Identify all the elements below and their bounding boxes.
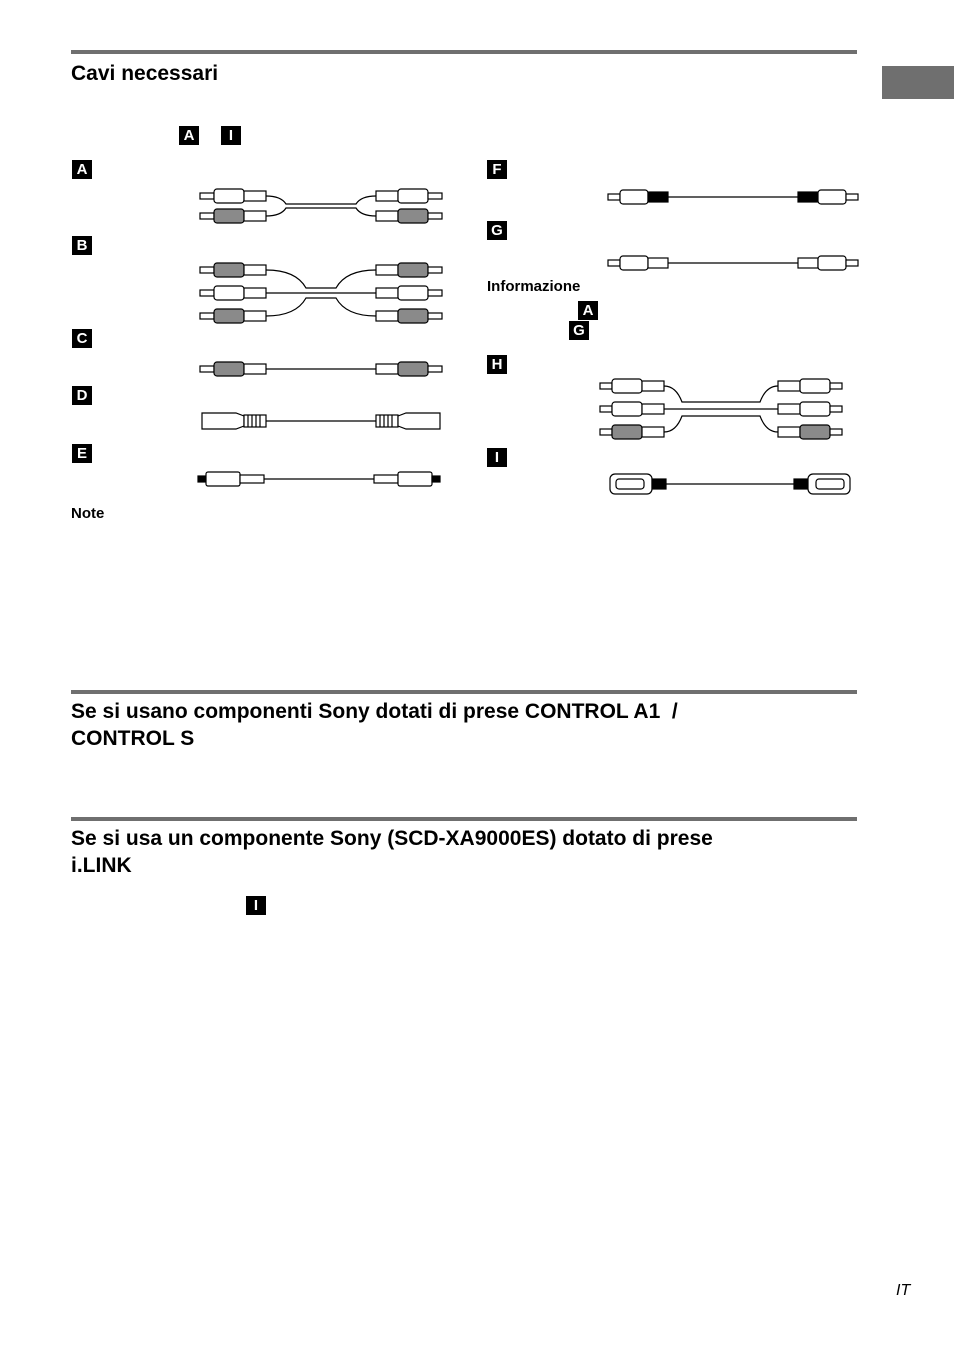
cable-d-illustration [196,410,446,432]
info-heading: Informazione [487,278,581,295]
section-rule-top [71,50,857,54]
section-title-control [71,698,861,752]
section-title-control-line1: Se si usano componenti Sony dotati di prese CONTROL A1 / [71,700,678,723]
cable-f-illustration [606,186,860,208]
cable-i-illustration [608,471,856,497]
cable-label-d: D [72,386,92,405]
cable-label-f: F [487,160,507,179]
section-rule-control [71,690,857,694]
section-title-control-line2: CONTROL S [71,727,195,750]
cable-label-a: A [72,160,92,179]
section-title-ilink [71,825,861,879]
cable-label-i: I [487,448,507,467]
ilink-ref-label: I [246,896,266,915]
info-ref-g: G [569,321,589,340]
cable-c-illustration [196,358,446,380]
chapter-tab [882,66,954,99]
cable-label-g: G [487,221,507,240]
section-title-ilink-line2: i.LINK [71,854,132,877]
cable-h-illustration [596,376,846,442]
intro-label-a: A [179,126,199,145]
cable-label-e: E [72,444,92,463]
cable-label-b: B [72,236,92,255]
cable-label-h: H [487,355,507,374]
cable-b-illustration [196,260,446,326]
cable-e-illustration [196,469,446,489]
section-title-ilink-line1: Se si usa un componente Sony (SCD-XA9000ES) dotato di prese [71,827,713,850]
page-language-code: IT [896,1282,911,1299]
cable-a-illustration [196,186,446,230]
section-title-cables: Cavi necessari [71,62,219,85]
info-ref-a: A [578,301,598,320]
cable-g-illustration [606,252,860,274]
section-rule-ilink [71,817,857,821]
cable-label-c: C [72,329,92,348]
intro-label-i: I [221,126,241,145]
note-heading: Note [71,505,105,522]
